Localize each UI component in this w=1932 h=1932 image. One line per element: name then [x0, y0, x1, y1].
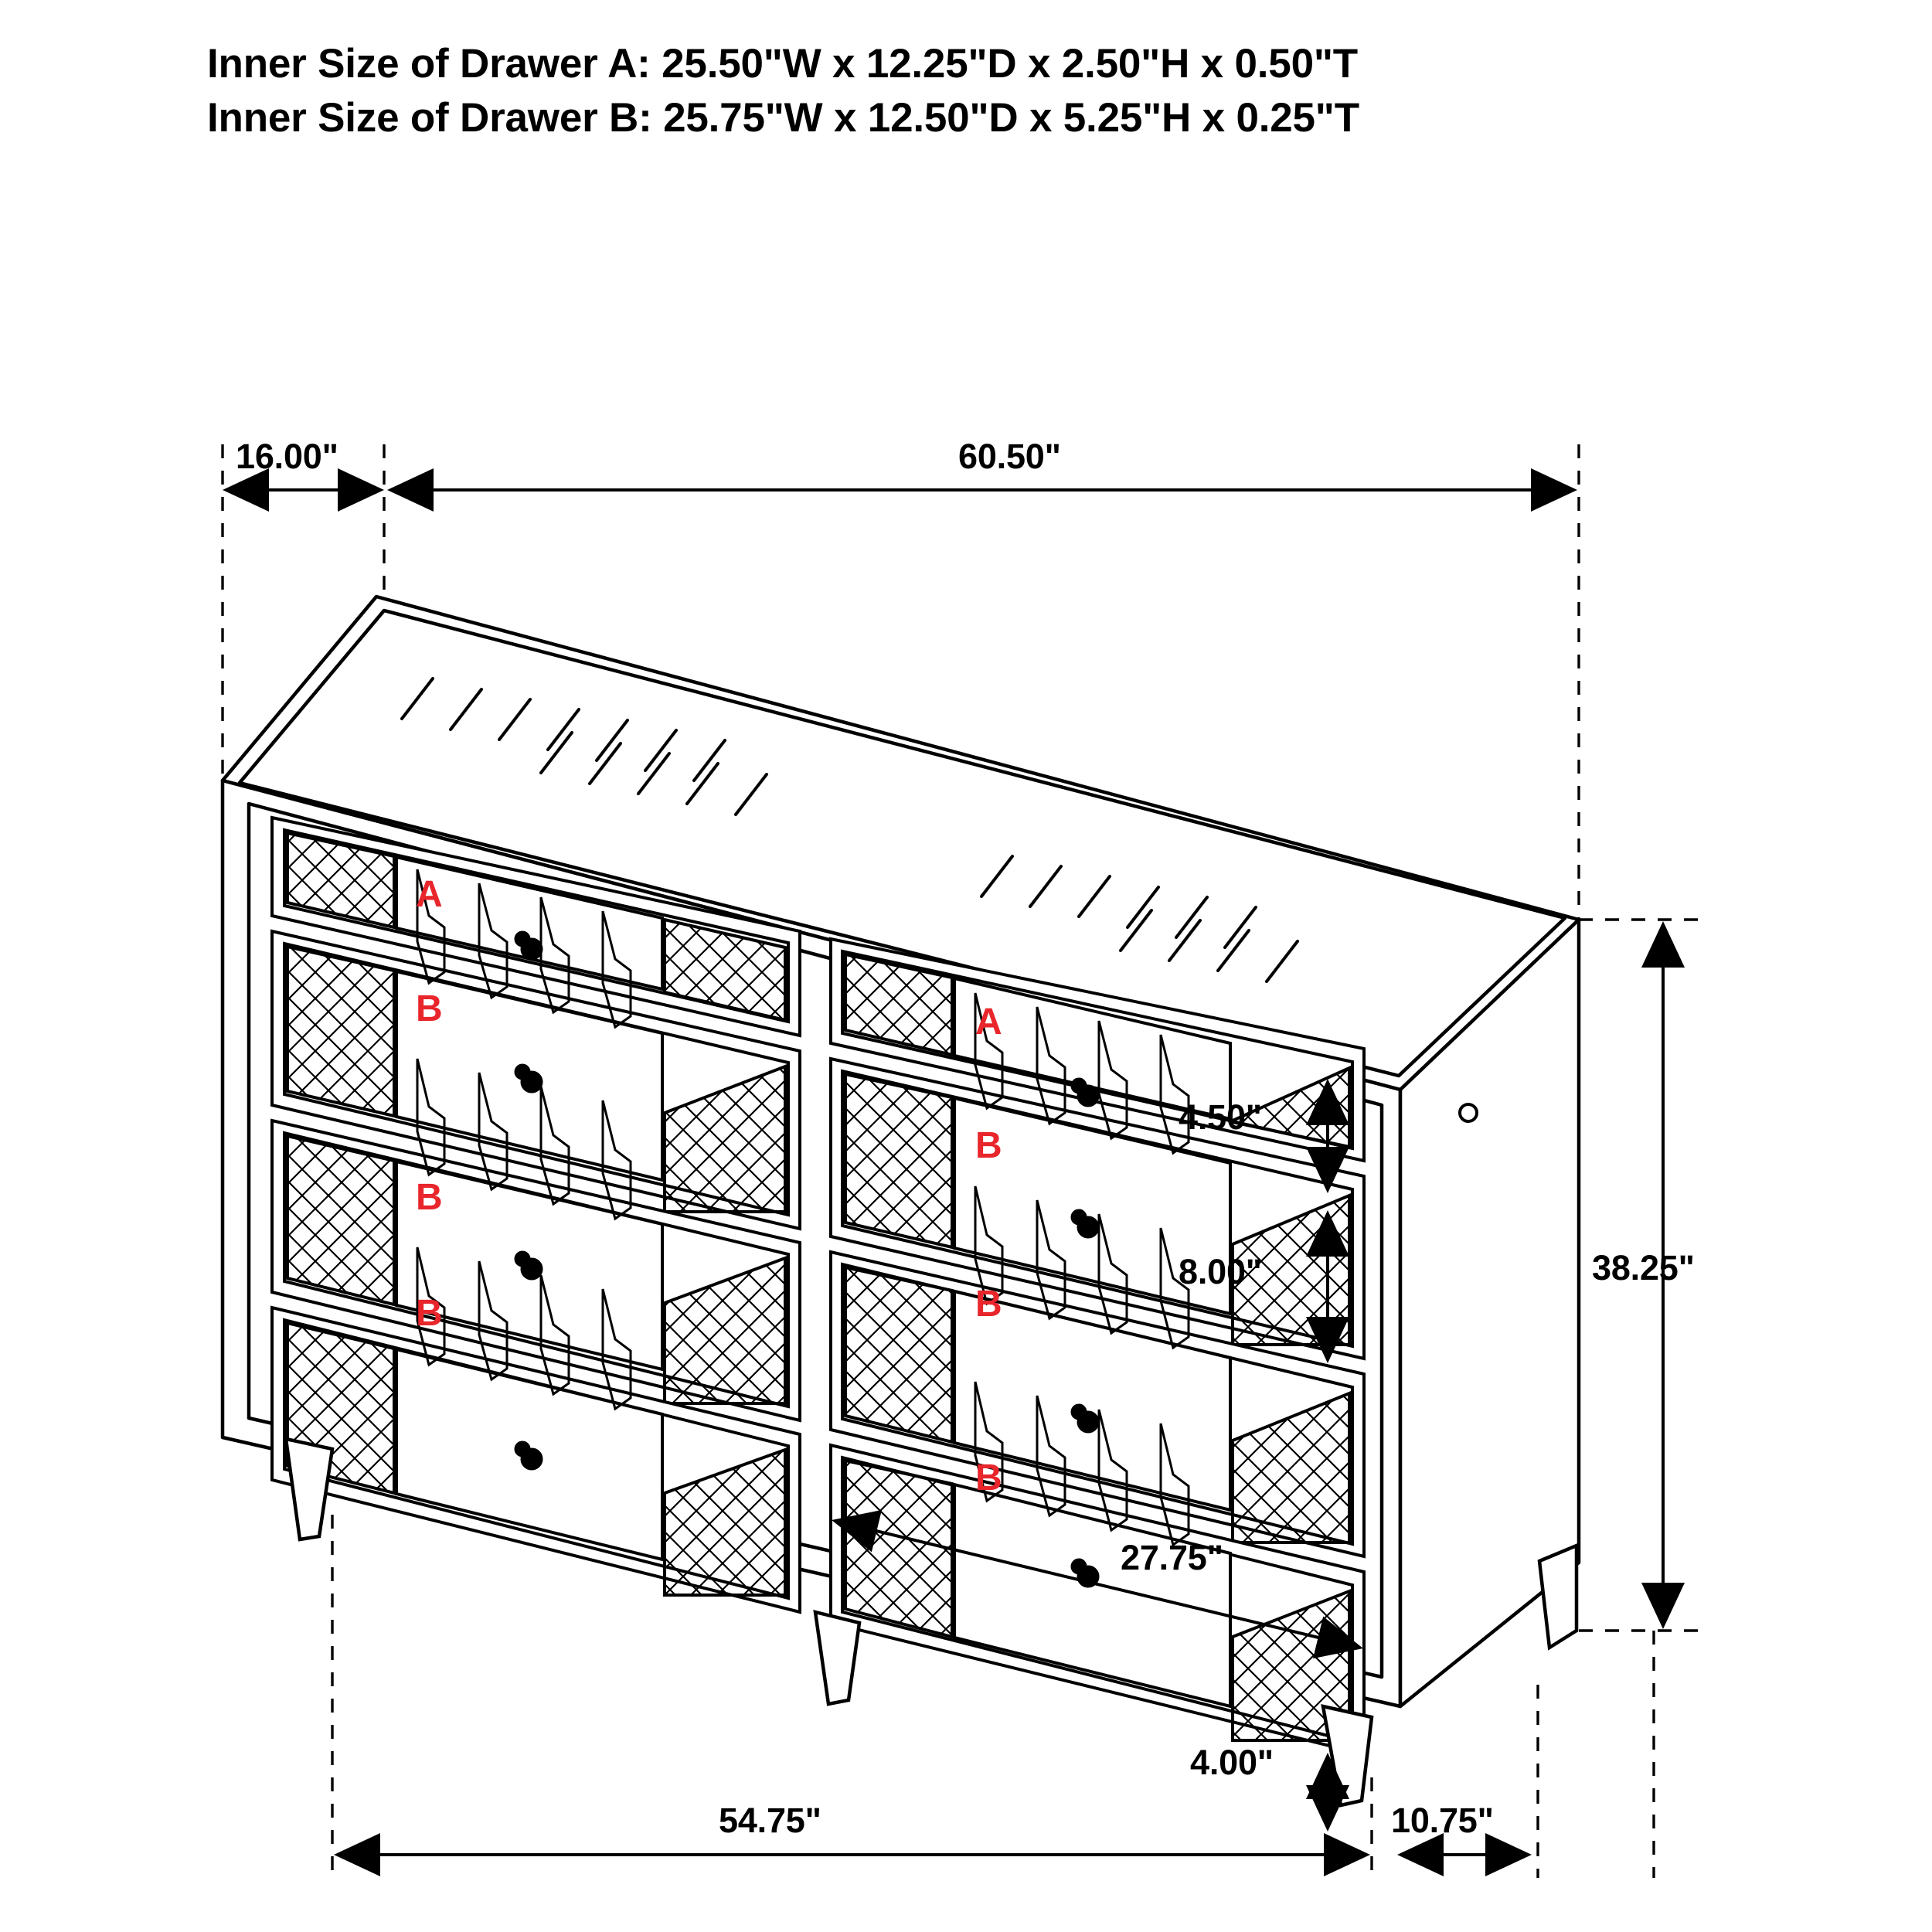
- dim-drawer-width: 27.75": [1121, 1538, 1223, 1577]
- dim-drawer-b-height: 8.00": [1179, 1252, 1262, 1291]
- dim-side-depth: 10.75": [1391, 1801, 1494, 1840]
- dim-depth-top: 16.00": [236, 437, 338, 476]
- drawer-label-right-1: A: [975, 1002, 1002, 1043]
- drawer-label-right-2: B: [975, 1125, 1002, 1166]
- drawer-label-left-1: A: [416, 874, 443, 915]
- dim-leg-height: 4.00": [1190, 1743, 1274, 1782]
- drawer-label-right-3: B: [975, 1284, 1002, 1325]
- dim-width-top: 60.50": [958, 437, 1061, 476]
- spec-line-drawer-a: Inner Size of Drawer A: 25.50"W x 12.25"D x 2.50"H x 0.50"T: [207, 41, 1358, 87]
- drawer-label-right-4: B: [975, 1458, 1002, 1498]
- dim-drawer-a-height: 4.50": [1179, 1097, 1262, 1137]
- dim-total-height: 38.25": [1592, 1248, 1695, 1287]
- drawer-label-left-3: B: [416, 1177, 443, 1218]
- spec-line-drawer-b: Inner Size of Drawer B: 25.75"W x 12.50"D x 5.25"H x 0.25"T: [207, 94, 1359, 141]
- dim-base-width: 54.75": [719, 1801, 821, 1840]
- drawer-label-left-4: B: [416, 1293, 443, 1334]
- drawer-label-left-2: B: [416, 988, 443, 1029]
